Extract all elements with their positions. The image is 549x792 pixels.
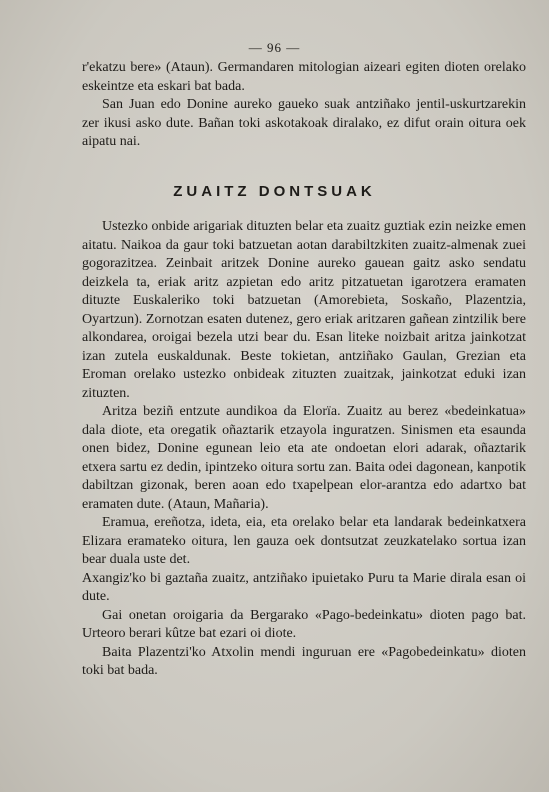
section-title: ZUAITZ DONTSUAK (173, 183, 376, 200)
page-number: — 96 — (248, 40, 301, 55)
paragraph: Eramua, ereñotza, ideta, eia, eta orelako belar eta landarak bedeinkatxera Elizara eramateko oitura, len gauza oek dontsutzat zeuzkatelako sortua izan bear duala uste det. (82, 515, 526, 567)
paragraph: Gai onetan oroigaria da Bergarako «Pago-bedeinkatu» dioten pago bat. Urteoro berari kûtze bat ezari oi diote. (82, 607, 526, 641)
paragraph: Aritza beziñ entzute aundikoa da Elorïa. Zuaitz au berez «bedeinkatua» dala diote, eta oregatik oñaztarik etzayola inguratzen. Sinismen eta esaunda onen bidez, Donine egunean leio eta ate ondoetan elori adarak, oñaztarik etxera sartu ez dedin, ipintzeko oitura sortu zan. Baita odei dagonean, kanpotik dabiltzan gizonak, beren aoan edo txapelpean elor-arantza edo adartxo bat eramaten dute. (Ataun, Mañaria). (82, 404, 526, 512)
paragraph: San Juan edo Donine aureko gaueko suak antziñako jentil-uskurtzarekin zer ikusi asko dute. Bañan toki askotakoak diralako, ez difut orain oitura oek aipatu nai. (82, 97, 526, 149)
paragraph: r'ekatzu bere» (Ataun). Germandaren mitologian aizeari egiten dioten orelako eskeintze eta eskari bat bada. (82, 60, 526, 94)
top-text-block (82, 59, 526, 152)
paragraph: Axangiz'ko bi gaztaña zuaitz, antziñako ipuietako Puru ta Marie dirala esan oi dute. (82, 570, 526, 604)
main-text-block (82, 218, 526, 681)
paragraph: Ustezko onbide arigariak dituzten belar eta zuaitz guztiak ezin neizke emen aitatu. Naikoa da gaur toki batzuetan aotan darabiltzkiten zuaitz-almenak zuei gogorazitzea. Zeinbait aritzek Donine aureko gauean gaitz asko sendatu deizkela ta, eriak aritz azpietan edo aritz pitzatuetan igarotzera eramaten dituzte Euskaleriko toki batzuetan (Amorebieta, Soskaño, Plazentzia, Oyartzun). Zornotzan esaten dutenez, gero eriak aritzaren gañean zintzilik bere alkondarea, oroigai bezela utzi bear du. Esan liteke noizbait aritza jainkotzat izan zutela euskaldunak. Beste tokietan, antziñako Gaulan, Grezian eta Eroman orelako ustezko onbideak zituzten zuaitzak, jainkotzat eduki izan zituzten. (82, 219, 526, 401)
paragraph: Baita Plazentzi'ko Atxolin mendi inguruan ere «Pagobedeinkatu» dioten toki bat bada. (82, 644, 526, 678)
